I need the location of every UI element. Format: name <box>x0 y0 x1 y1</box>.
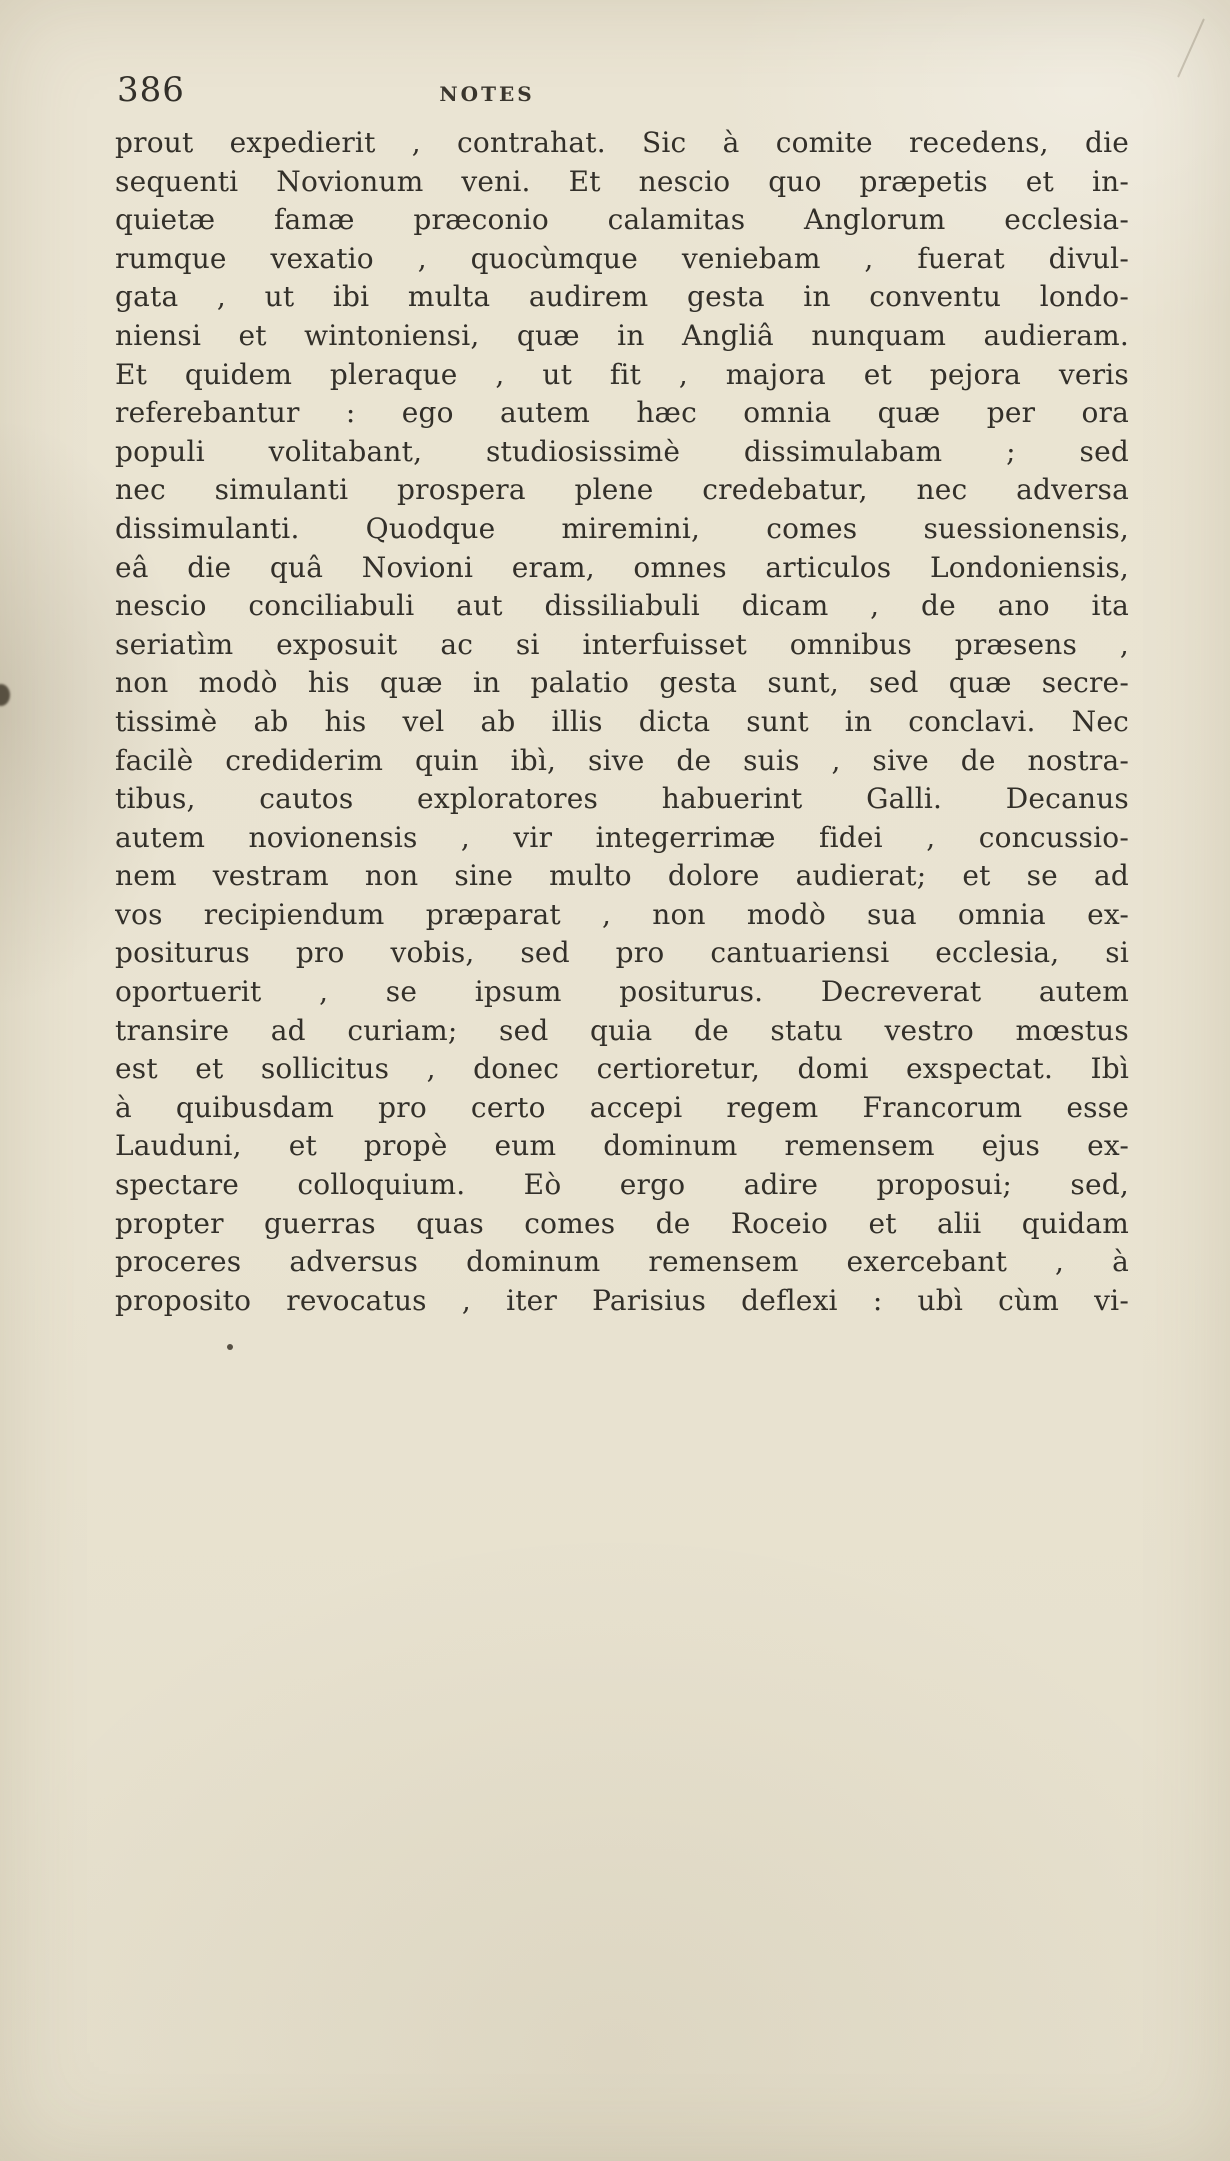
text-line: populi volitabant, studiosissimè dissimulabam ; sed <box>115 434 1129 468</box>
text-line: positurus pro vobis, sed pro cantuariensi ecclesia, si <box>115 936 1129 970</box>
page-number: 386 <box>117 70 185 110</box>
text-line: nescio conciliabuli aut dissiliabuli dicam , de ano ita <box>115 589 1129 623</box>
text-line: prout expedierit , contrahat. Sic à comite recedens, die <box>115 126 1129 159</box>
text-line: sequenti Novionum veni. Et nescio quo præpetis et in- <box>115 164 1129 198</box>
text-line: transire ad curiam; sed quia de statu vestro mœstus <box>115 1013 1129 1047</box>
text-line: nec simulanti prospera plene credebatur, nec adversa <box>115 473 1129 507</box>
text-line: Et quidem pleraque , ut fit , majora et pejora veris <box>115 357 1129 391</box>
text-line: tibus, cautos exploratores habuerint Galli. Decanus <box>115 782 1129 816</box>
text-line: oportuerit , se ipsum positurus. Decreverat autem <box>115 975 1129 1009</box>
text-line: à quibusdam pro certo accepi regem Francorum esse <box>115 1090 1129 1124</box>
text-line: gata , ut ibi multa audirem gesta in conventu londo- <box>115 280 1129 314</box>
text-line: rumque vexatio , quocùmque veniebam , fuerat divul- <box>115 241 1129 275</box>
text-line: nem vestram non sine multo dolore audierat; et se ad <box>115 859 1129 893</box>
text-line: non modò his quæ in palatio gesta sunt, sed quæ secre- <box>115 666 1129 700</box>
text-line: autem novionensis , vir integerrimæ fidei , concussio- <box>115 820 1129 854</box>
text-line: quietæ famæ præconio calamitas Anglorum ecclesia- <box>115 203 1129 237</box>
text-line: proposito revocatus , iter Parisius deflexi : ubì cùm vi- <box>115 1283 1129 1317</box>
text-line: proceres adversus dominum remensem exercebant , à <box>115 1245 1129 1279</box>
text-line: dissimulanti. Quodque miremini, comes suessionensis, <box>115 511 1129 545</box>
running-head: NOTES <box>439 82 535 106</box>
text-line: facilè crediderim quin ibì, sive de suis , sive de nostra- <box>115 743 1129 777</box>
text-line: est et sollicitus , donec certioretur, domi exspectat. Ibì <box>115 1052 1129 1086</box>
text-line: vos recipiendum præparat , non modò sua omnia ex- <box>115 897 1129 931</box>
text-block <box>115 124 1129 1320</box>
text-line: spectare colloquium. Eò ergo adire proposui; sed, <box>115 1168 1129 1202</box>
text-line: propter guerras quas comes de Roceio et alii quidam <box>115 1206 1129 1240</box>
text-line: tissimè ab his vel ab illis dicta sunt in conclavi. Nec <box>115 704 1129 738</box>
text-line: Lauduni, et propè eum dominum remensem ejus ex- <box>115 1129 1129 1163</box>
text-line: eâ die quâ Novioni eram, omnes articulos Londoniensis, <box>115 550 1129 584</box>
text-line: referebantur : ego autem hæc omnia quæ per ora <box>115 396 1129 430</box>
ink-speck <box>227 1344 233 1350</box>
corner-scratch <box>1177 18 1205 77</box>
text-line: seriatìm exposuit ac si interfuisset omnibus præsens , <box>115 627 1129 661</box>
page-header <box>115 70 1129 114</box>
binding-smudge <box>0 684 10 706</box>
text-line: niensi et wintoniensi, quæ in Angliâ nunquam audieram. <box>115 318 1129 352</box>
